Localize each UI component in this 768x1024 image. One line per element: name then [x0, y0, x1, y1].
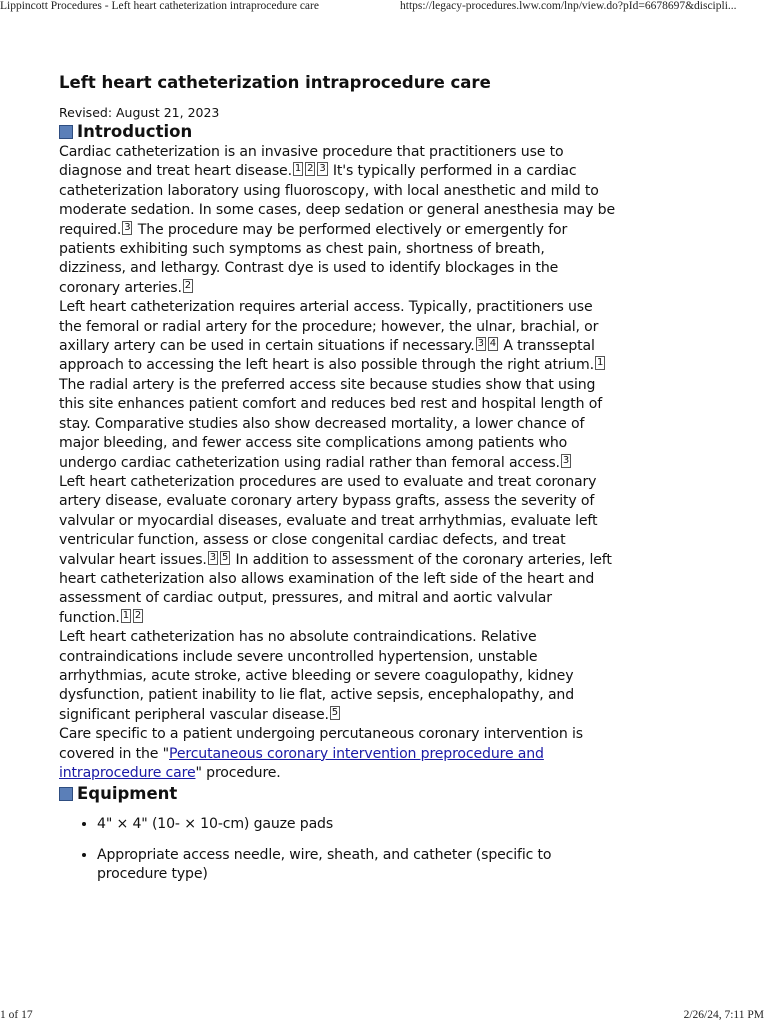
paragraph-text: Left heart catheterization has no absolute contraindications. Relative contraindications include severe uncontrolled hypertension, unstable arrhythmias, acute stroke, active bleeding or severe coagulopathy, kidney dysfunction, patient inability to lie flat, active sepsis, encephalopathy, and significant peripheral vascular disease. [59, 629, 575, 723]
page-title: Left heart catheterization intraprocedure care [59, 73, 491, 92]
print-header-title: Lippincott Procedures - Left heart catheterization intraprocedure care [0, 0, 319, 12]
section-heading-label: Equipment [77, 784, 178, 804]
section-heading-introduction [59, 121, 615, 143]
revised-date: Revised: August 21, 2023 [59, 105, 220, 120]
section-square-icon [59, 787, 73, 801]
reference-link[interactable]: 3 [209, 551, 216, 563]
intro-paragraph-2 [59, 298, 615, 473]
equipment-list [59, 815, 615, 884]
document-content [59, 72, 615, 896]
reference-link[interactable]: 3 [477, 338, 484, 350]
reference-link[interactable]: 1 [122, 609, 129, 621]
paragraph-text: Left heart catheterization requires arterial access. Typically, practitioners use the femoral or radial artery for the procedure; however, the ulnar, brachial, or axillary artery can be used in certain situations if necessary. [59, 299, 599, 355]
print-datetime: 2/26/24, 7:11 PM [683, 1009, 764, 1021]
reference-link[interactable]: 4 [489, 338, 496, 350]
page-number: 1 of 17 [0, 1009, 33, 1021]
paragraph-text: It's typically performed in a cardiac catheterization laboratory using fluoroscopy, with local anesthetic and mild to moderate sedation. In some cases, deep sedation or general anesthesia may be required. [59, 163, 615, 238]
related-procedure-link[interactable]: Percutaneous coronary intervention preprocedure and intraprocedure care [59, 745, 544, 781]
section-heading-equipment [59, 783, 615, 805]
reference-link[interactable]: 2 [184, 279, 192, 291]
paragraph-text: The procedure may be performed electively or emergently for patients exhibiting such symptoms as chest pain, shortness of breath, dizziness, and lethargy. Contrast dye is used to identify blockages in the coronary arteries. [59, 221, 568, 296]
reference-link[interactable]: 2 [307, 163, 314, 175]
reference-link[interactable]: 2 [134, 609, 142, 621]
list-item: • 4" × 4" (10- × 10-cm) gauze pads [97, 815, 615, 834]
paragraph-text: In addition to assessment of the coronary arteries, left heart catheterization also allows examination of the left side of the heart and assessment of cardiac output, pressures, and mitral and aortic valvular function. [59, 551, 612, 626]
paragraph-text: " procedure. [195, 765, 281, 781]
paragraph-text: Left heart catheterization procedures are used to evaluate and treat coronary artery disease, evaluate coronary artery bypass grafts, assess the severity of valvular or myocardial diseases, evaluate and treat arrhythmias, evaluate left ventricular function, assess or close congenital cardiac defects, and treat valvular heart issues. [59, 473, 598, 568]
intro-paragraph-1 [59, 143, 615, 298]
section-square-icon [59, 125, 73, 139]
section-heading-label: Introduction [77, 122, 193, 141]
reference-link[interactable]: 3 [562, 454, 570, 466]
print-header-url: https://legacy-procedures.lww.com/lnp/view.do?pId=6678697&discipli... [400, 0, 737, 12]
intro-paragraph-4 [59, 628, 615, 725]
intro-paragraph-5 [59, 725, 615, 783]
paragraph-text: A transseptal approach to accessing the left heart is also possible through the right atrium. [59, 338, 595, 374]
intro-paragraph-3 [59, 473, 615, 628]
reference-link[interactable]: 1 [294, 163, 302, 175]
print-header [0, 0, 768, 14]
reference-link[interactable]: 5 [331, 706, 339, 718]
list-item: • Appropriate access needle, wire, sheath, and catheter (specific to procedure type) [97, 846, 615, 885]
reference-link[interactable]: 3 [319, 163, 326, 175]
reference-link[interactable]: 1 [596, 357, 604, 369]
paragraph-text: The radial artery is the preferred access site because studies show that using this site enhances patient comfort and reduces bed rest and hospital length of stay. Comparative studies also show decreased mortality, a lower chance of major bleeding, and fewer access site complications among patients who undergo cardiac catheterization using radial rather than femoral access. [59, 376, 603, 471]
paragraph-text: Cardiac catheterization is an invasive procedure that practitioners use to diagnose and treat heart disease. [59, 144, 564, 180]
reference-link[interactable]: 5 [221, 551, 229, 563]
reference-link[interactable]: 3 [124, 221, 131, 233]
paragraph-text: Care specific to a patient undergoing percutaneous coronary intervention is covered in the " [59, 726, 583, 762]
